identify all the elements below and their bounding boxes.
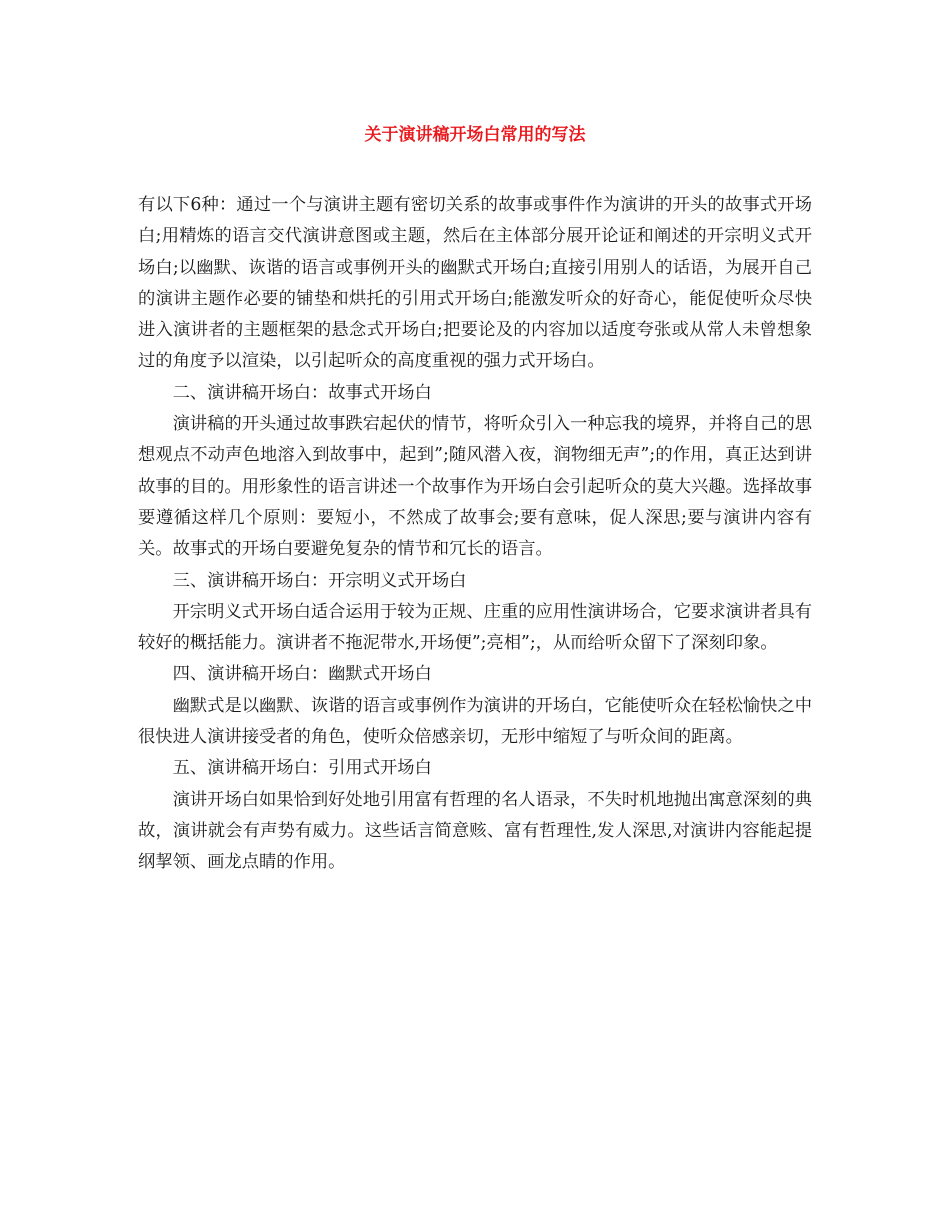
section-body-humor: 幽默式是以幽默、诙谐的语言或事例作为演讲的开场白，它能使听众在轻松愉快之中很快进人演讲接受者的角色，使听众倍感亲切，无形中缩短了与听众间的距离。	[138, 695, 813, 748]
document-body	[138, 190, 812, 879]
section-body-direct: 开宗明义式开场白适合运用于较为正规、庄重的应用性演讲场合，它要求演讲者具有较好的概括能力。演讲者不拖泥带水,开场便”;亮相”;，从而给听众留下了深刻印象。	[138, 601, 813, 654]
section-heading-direct: 三、演讲稿开场白：开宗明义式开场白	[172, 570, 467, 591]
section-heading-story: 二、演讲稿开场白：故事式开场白	[172, 382, 432, 403]
section-body-quote: 演讲开场白如果恰到好处地引用富有哲理的名人语录，不失时机地抛出寓意深刻的典故，演讲就会有声势有威力。这些话言简意赅、富有哲理性,发人深思,对演讲内容能起提纲挈领、画龙点睛的作用。	[138, 789, 813, 873]
section-heading-humor: 四、演讲稿开场白：幽默式开场白	[172, 664, 432, 685]
intro-paragraph: 有以下6种：通过一个与演讲主题有密切关系的故事或事件作为演讲的开头的故事式开场白;用精炼的语言交代演讲意图或主题，然后在主体部分展开论证和阐述的开宗明义式开场白;以幽默、诙谐的语言或事例开头的幽默式开场白;直接引用别人的话语，为展开自己的演讲主题作必要的铺垫和烘托的引用式开场白;能激发听众的好奇心，能促使听众尽快进入演讲者的主题框架的悬念式开场白;把要论及的内容加以适度夸张或从常人未曾想象过的角度予以渲染，以引起听众的高度重视的强力式开场白。	[138, 195, 812, 372]
document-title: 关于演讲稿开场白常用的写法	[364, 125, 586, 145]
section-body-story: 演讲稿的开头通过故事跌宕起伏的情节，将听众引入一种忘我的境界，并将自己的思想观点不动声色地溶入到故事中，起到”;随风潜入夜，润物细无声”;的作用，真正达到讲故事的目的。用形象性的语言讲述一个故事作为开场白会引起听众的莫大兴趣。选择故事要遵循这样几个原则：要短小，不然成了故事会;要有意味，促人深思;要与演讲内容有关。故事式的开场白要避免复杂的情节和冗长的语言。	[138, 414, 813, 560]
section-heading-quote: 五、演讲稿开场白：引用式开场白	[172, 758, 432, 779]
